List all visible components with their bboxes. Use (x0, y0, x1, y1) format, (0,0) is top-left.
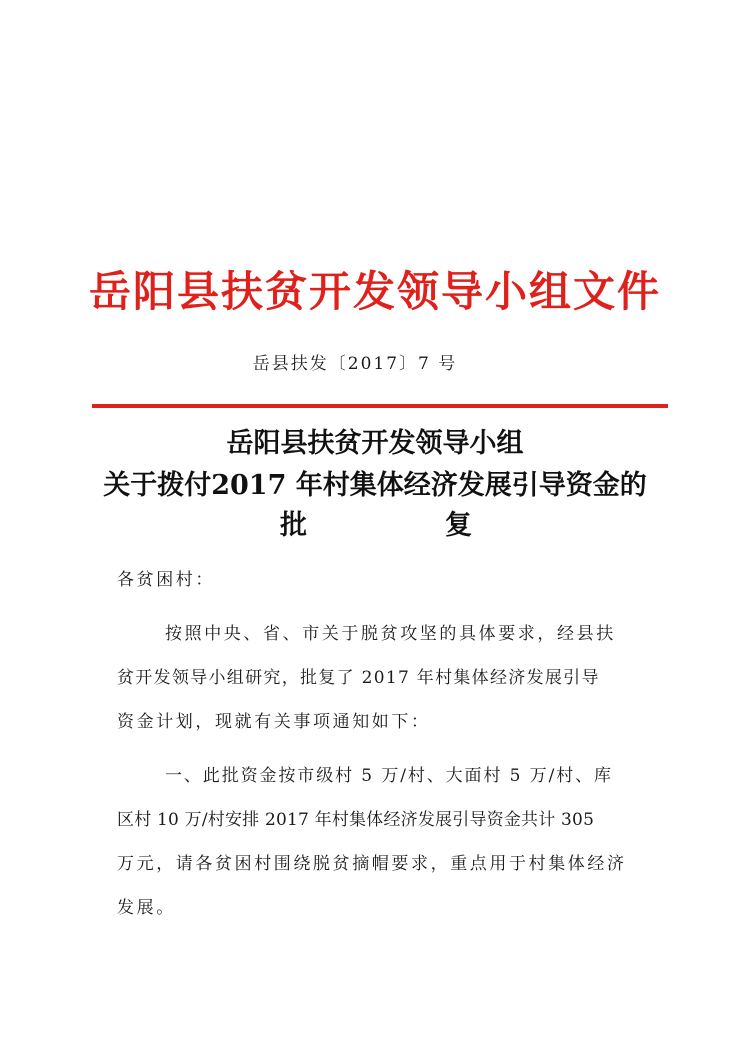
paragraph-1-line-3: 资金计划，现就有关事项通知如下： (117, 712, 431, 732)
paragraph-2-line-2: 区村 10 万/村安排 2017 年村集体经济发展引导资金共计 305 (117, 810, 595, 830)
paragraph-1-line-1: 按照中央、省、市关于脱贫攻坚的具体要求，经县扶 (165, 624, 616, 644)
document-number: 岳县扶发〔2017〕7 号 (252, 354, 458, 374)
paragraph-2-line-4: 发展。 (117, 898, 176, 918)
document-title-line-3-pi: 批 (280, 510, 307, 541)
issuer-header-title: 岳阳县扶贫开发领导小组文件 (88, 267, 661, 316)
paragraph-2-line-3: 万元，请各贫困村围绕脱贫摘帽要求，重点用于村集体经济 (117, 854, 627, 874)
salutation: 各贫困村： (117, 570, 215, 590)
red-divider-rule (92, 404, 668, 408)
paragraph-2-line-1: 一、此批资金按市级村 5 万/村、大面村 5 万/村、库 (165, 766, 613, 786)
document-title-line-2: 关于拨付2017 年村集体经济发展引导资金的 (103, 470, 647, 501)
paragraph-1-line-2: 贫开发领导小组研究，批复了 2017 年村集体经济发展引导 (117, 668, 600, 688)
document-title-line-1: 岳阳县扶贫开发领导小组 (226, 428, 524, 459)
document-title-line-3-fu: 复 (445, 510, 472, 541)
